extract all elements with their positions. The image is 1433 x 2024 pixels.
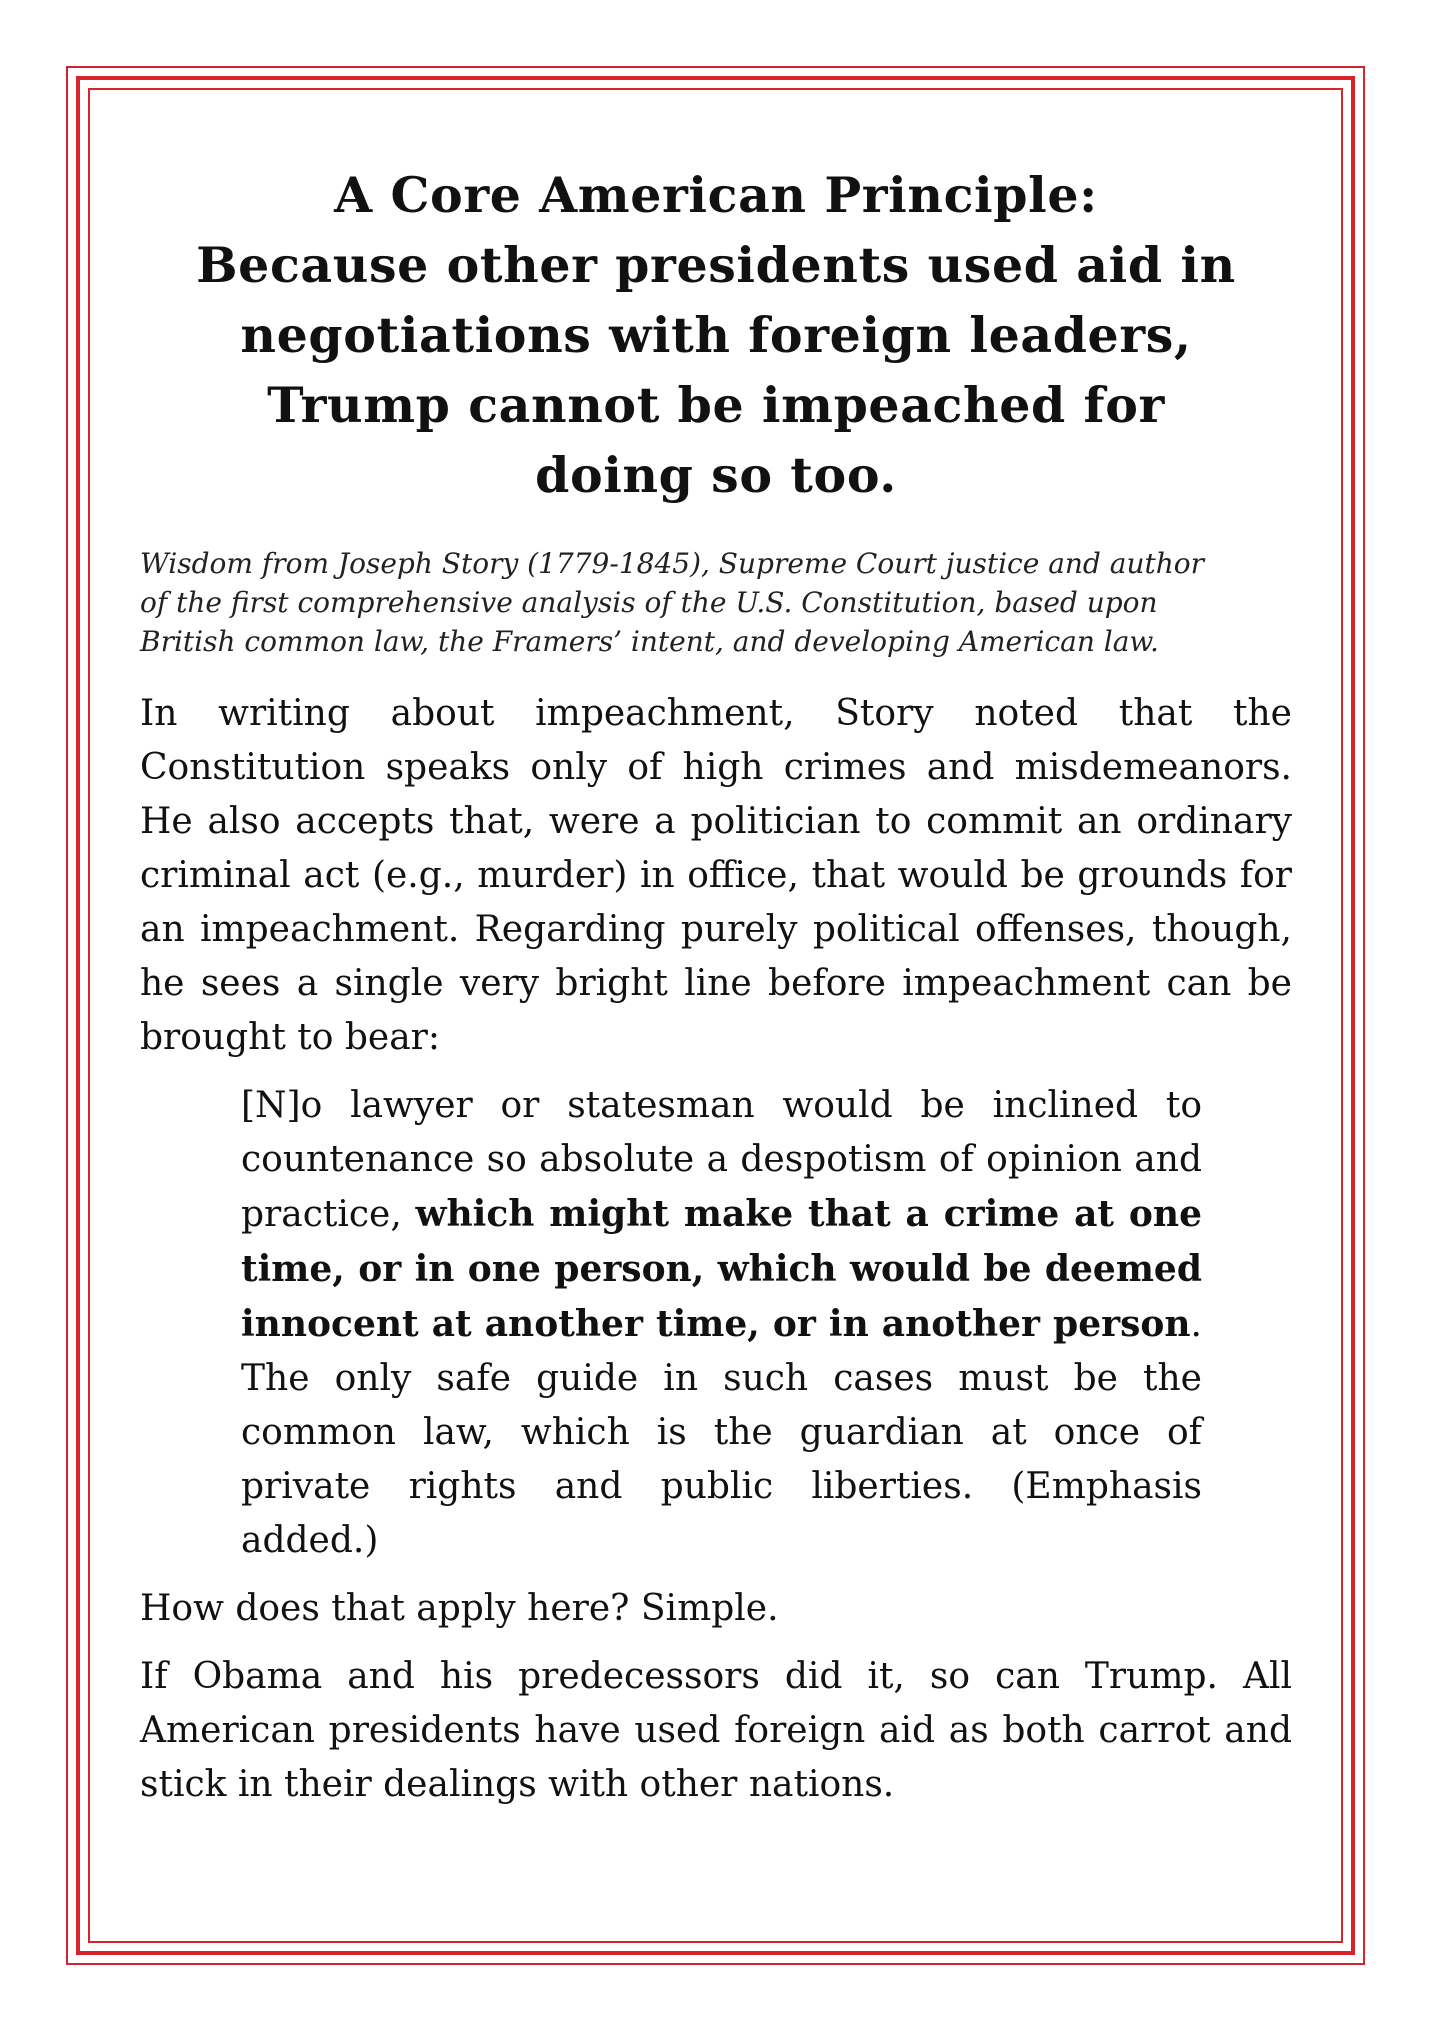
quote-emphasis: which might make that a crime at one time, or in one person, which would be deemed innocent at another time, or in another person: [241, 1193, 1202, 1345]
page-title: [140, 160, 1292, 510]
title-line: Trump cannot be impeached for: [267, 376, 1165, 434]
body-paragraph-1: In writing about impeachment, Story noted that the Constitution speaks only of high crimes and misdemeanors. He also accepts that, were a politician to commit an ordinary criminal act (e.g., murder) in office, that would be grounds for an impeachment. Regarding purely political offenses, though, he sees a single very bright line before impeachment can be brought to bear:: [140, 693, 1292, 1058]
title-line: doing so too.: [535, 446, 897, 504]
title-line: negotiations with foreign leaders,: [240, 306, 1192, 364]
body-paragraph-2: How does that apply here? Simple.: [140, 1588, 779, 1629]
quote-text-part-1: [N]o lawyer or statesman would be inclined to countenance so absolute a despotism of opinion and practice,: [241, 1085, 1202, 1235]
title-line: Because other presidents used aid in: [196, 236, 1236, 294]
quote-text-part-2: . The only safe guide in such cases must be the common law, which is the guardian at once of private rights and public liberties. (Emphasis added.): [241, 1304, 1202, 1561]
intro-italic-note: Wisdom from Joseph Story (1779-1845), Supreme Court justice and author of the first comprehensive analysis of the U.S. Constitution, based upon British common law, the Framers’ intent, and developing American law.: [140, 547, 1205, 658]
body-paragraph-3: If Obama and his predecessors did it, so can Trump. All American presidents have used foreign aid as both carrot and stick in their dealings with other nations.: [140, 1656, 1292, 1805]
title-line: A Core American Principle:: [334, 166, 1098, 224]
document-content: [140, 160, 1292, 1826]
block-quote: [140, 1079, 1292, 1568]
